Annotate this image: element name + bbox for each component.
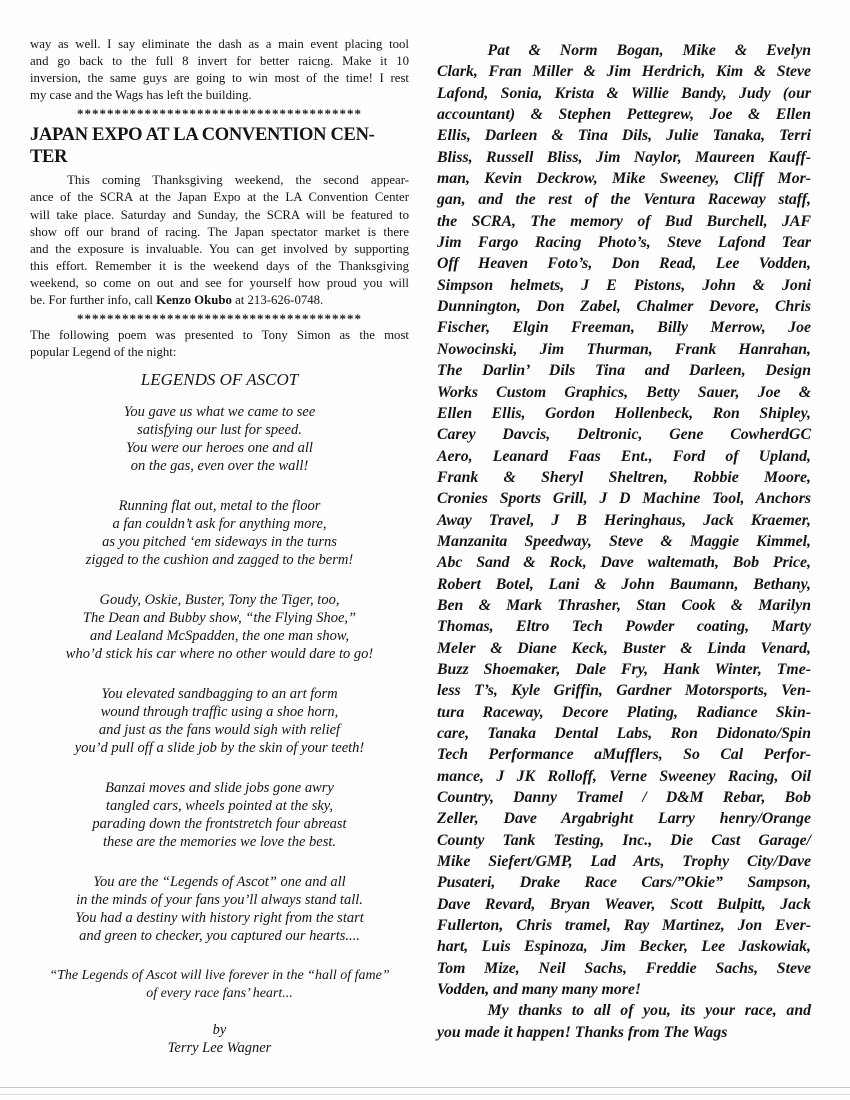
thanks-line: Tom Mize, Neil Sachs, Freddie Sachs, Steve [437,959,811,977]
poem-stanza-1 [30,403,409,475]
text-line: popular Legend of the night: [30,345,177,360]
text-line: weekend, so come on out and see for yourself how proud you will [30,275,409,290]
thanks-line: Manzanita Speedway, Steve & Maggie Kimmel, [437,532,811,550]
poem-line: zigged to the cushion and zagged to the berm! [85,552,354,569]
poem-line: on the gas, even over the wall! [130,458,309,475]
thanks-line: Lafond, Sonia, Krista & Willie Bandy, Judy (our [437,84,811,102]
thanks-line: Carey Davcis, Deltronic, Gene CowherdGC [437,426,811,444]
thanks-line: Fullerton, Chris tramel, Ray Martinez, Jon Ever- [437,917,811,935]
heading-line: TER [30,147,68,168]
asterisk-divider: ************************************** [77,311,362,327]
poem-stanza-4 [30,685,409,757]
thanks-line: accountant) & Stephen Pettegrew, Joe & Ellen [437,106,811,124]
thanks-line: Ellis, Darleen & Tina Dils, Julie Tanaka, Terri [437,127,811,145]
thanks-line: Clark, Fran Miller & Jim Herdrich, Kim & Steve [437,63,811,81]
text-line: and the exposure is invaluable. You can get involved by supporting [30,241,409,256]
contact-text-post: at 213-626-0748. [231,293,324,308]
thanks-line: Off Heaven Foto’s, Don Read, Lee Vodden, [437,255,811,273]
poem-line: You were our heroes one and all [126,440,313,457]
japan-expo-paragraph [30,172,409,292]
poem-line: You are the “Legends of Ascot” one and all [93,874,346,891]
thanks-line: Dunnington, Don Zabel, Chalmer Devore, Chris [437,298,811,316]
poem-stanza-6 [30,873,409,945]
poem-line: satisfying our lust for speed. [137,422,302,439]
poem-line: and just as the fans would sigh with relief [98,722,341,739]
thanks-line: Mike Siefert/GMP, Lad Arts, Trophy City/Dave [437,853,811,871]
poem-line: and green to checker, you captured our hearts.... [79,928,360,945]
thanks-line: Away Travel, J B Heringhaus, Jack Kraemer, [437,511,811,529]
heading-line: JAPAN EXPO AT LA CONVENTION CEN- [30,125,375,146]
text-line: my case and the Wags has left the building. [30,88,252,103]
byline-line: by [212,1022,227,1039]
byline-line: Terry Lee Wagner [167,1040,272,1057]
text-line: inversion, the same guys are going to win most of the time! I rest [30,71,409,86]
text-line: this effort. Remember it is the weekend days of the Thanksgiving [30,258,409,273]
thanks-line: Buzz Shoemaker, Dale Fry, Hank Winter, Tme- [437,660,811,678]
thanks-line: the SCRA, The memory of Bud Burchell, JAF [437,212,811,230]
thanks-line: Vodden, and many many more! [437,981,642,999]
left-column [30,36,409,1079]
thanks-line: Zeller, Dave Argabright Larry henry/Orange [437,810,811,828]
poem-line: you’d pull off a slide job by the skin of your teeth! [74,740,365,757]
poem-line: wound through traffic using a shoe horn, [100,704,339,721]
asterisk-divider: ************************************** [77,106,362,122]
thanks-line: mance, J JK Rolloff, Verne Sweeney Racing, Oil [437,767,811,785]
thanks-line: County Tank Testing, Inc., Die Cast Garage/ [437,831,811,849]
text-line: This coming Thanksgiving weekend, the second appear- [67,173,409,188]
thanks-line: Works Custom Graphics, Betty Sauer, Joe & [437,383,811,401]
poem-stanza-2 [30,497,409,569]
thanks-line: gan, and the rest of the Ventura Raceway staff, [437,191,811,209]
thanks-line: you made it happen! Thanks from The Wags [437,1023,728,1041]
poem-line: You gave us what we came to see [123,404,316,421]
poem-line: and Lealand McSpadden, the one man show, [89,628,350,645]
thanks-line: Aero, Leanard Faas Ent., Ford of Upland, [437,447,811,465]
japan-expo-heading [30,124,409,168]
poem-line: You had a destiny with history right from the start [75,910,364,927]
poem-line: a fan couldn’t ask for anything more, [112,516,327,533]
poem-line: who’d stick his car where no other would dare to go! [65,646,374,663]
poem-line: in the minds of your fans you’ll always stand tall. [76,892,363,909]
thanks-line: Simpson helmets, J E Pistons, John & Joni [437,276,811,294]
text-line: The following poem was presented to Tony Simon as the most [30,328,409,343]
text-line: will take place. Saturday and Sunday, the SCRA will be featured to [30,207,409,222]
japan-expo-contact-line [30,292,409,309]
text-line: ance of the SCRA at the Japan Expo at the LA Convention Center [30,190,409,205]
thanks-line: Pusateri, Drake Race Cars/”Okie” Sampson, [437,874,811,892]
poem-stanza-3 [30,591,409,663]
thanks-line: Abc Sand & Rock, Dave waltemath, Bob Price, [437,554,811,572]
poem-line: You elevated sandbagging to an art form [101,686,338,703]
thanks-line: Ben & Mark Thrasher, Stan Cook & Marilyn [437,596,811,614]
thanks-line: care, Tanaka Dental Labs, Ron Didonato/Spin [437,725,811,742]
bottom-scan-line [0,1094,850,1095]
text-line: show off our brand of racing. The Japan spectator market is there [30,224,409,239]
poem-line: The Dean and Bubby show, “the Flying Shoe,” [82,610,357,627]
thanks-line: Tech Performance aMufflers, So Cal Perfor- [437,746,811,764]
thank-you-list [437,40,811,1043]
thanks-line: Bliss, Russell Bliss, Jim Naylor, Maureen Kauff- [437,148,811,166]
poem-line: Banzai moves and slide jobs gone awry [105,780,334,797]
contact-name: Kenzo Okubo [156,293,232,308]
thanks-line: Nowocinski, Jim Thurman, Frank Hanrahan, [437,340,811,358]
thanks-line: Jim Fargo Racing Photo’s, Steve Lafond Tear [437,234,811,252]
quote-line: “The Legends of Ascot will live forever in the “hall of fame” [49,968,390,984]
dash-rant-paragraph [30,36,409,104]
thanks-line: Meler & Diane Keck, Buster & Linda Venard, [437,639,811,657]
poem-line: Running flat out, metal to the floor [118,498,321,515]
thanks-line: Dave Revard, Bryan Weaver, Scott Bulpitt, Jack [437,895,811,913]
right-column [437,40,811,1043]
quote-line: of every race fans’ heart... [146,986,293,1002]
thanks-line: hart, Luis Espinoza, Jim Becker, Lee Jaskowiak, [437,938,811,956]
thanks-line: Country, Danny Tramel / D&M Rebar, Bob [437,789,811,807]
thanks-line: tura Raceway, Decore Plating, Radiance Skin- [437,703,811,721]
text-line: way as well. I say eliminate the dash as a main event placing tool [30,37,409,51]
bottom-scan-line [0,1087,850,1088]
thanks-line: Cronies Sports Grill, J D Machine Tool, Anchors [437,490,811,508]
thanks-line: Robert Botel, Lani & John Baumann, Bethany, [437,575,811,593]
poem-line: parading down the frontstretch four abreast [92,816,347,833]
thanks-line: man, Kevin Deckrow, Mike Sweeney, Cliff Mor- [437,170,811,188]
text-line: and go back to the full 8 invert for better raicng. Make it 10 [30,54,409,69]
thanks-line: Ellen Ellis, Gordon Hollenbeck, Ron Shipley, [437,404,811,422]
contact-text-pre: be. For further info, call [30,293,157,308]
thanks-line: The Darlin’ Dils Tina and Darleen, Design [437,362,811,380]
poem-closing-quote [30,967,409,1003]
thanks-line: My thanks to all of you, its your race, and [487,1002,811,1020]
poem-line: tangled cars, wheels pointed at the sky, [105,798,334,815]
poem-stanza-5 [30,779,409,851]
poem-line: as you pitched ‘em sideways in the turns [102,534,337,551]
poem-title: LEGENDS OF ASCOT [140,370,299,390]
thanks-line: Thomas, Eltro Tech Powder coating, Marty [437,618,811,636]
thanks-line: Pat & Norm Bogan, Mike & Evelyn [487,42,811,59]
thanks-line: Fischer, Elgin Freeman, Billy Merrow, Joe [437,319,811,337]
poem-intro-paragraph [30,327,409,361]
poem-line: Goudy, Oskie, Buster, Tony the Tiger, too, [99,592,340,609]
thanks-line: Frank & Sheryl Sheltren, Robbie Moore, [437,468,811,486]
poem-byline [30,1021,409,1057]
poem-line: these are the memories we love the best. [102,834,336,851]
thanks-line: less T’s, Kyle Griffin, Gardner Motorsports, Ven- [437,682,811,700]
